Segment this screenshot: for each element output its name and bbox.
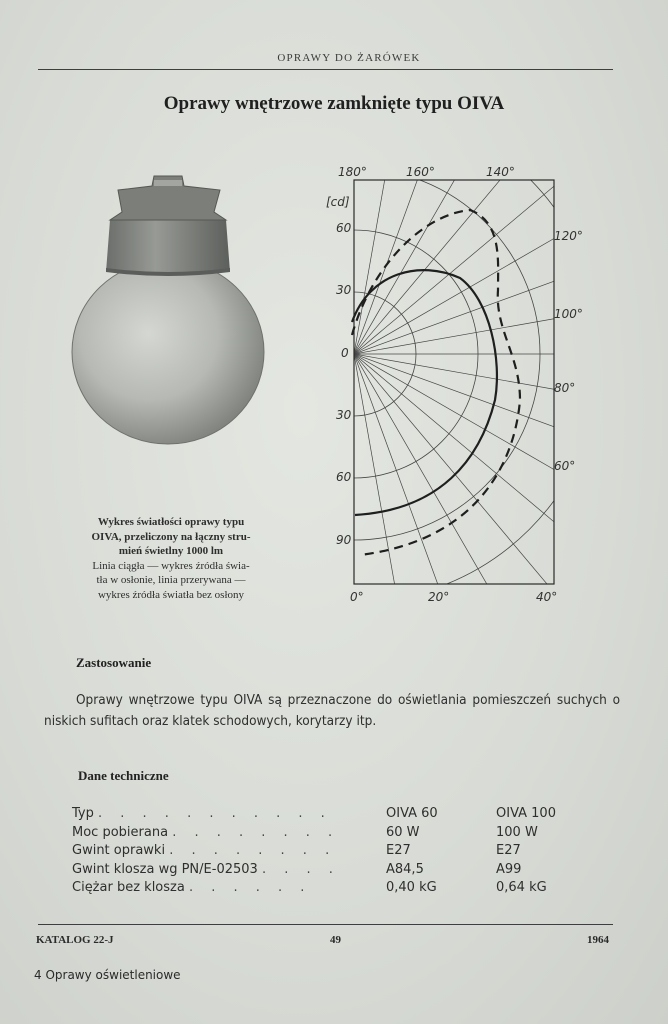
luminous-intensity-diagram <box>326 160 583 605</box>
usage-paragraph: Oprawy wnętrzowe typu OIVA są przeznaczone do oświetlania pomieszczeń suchych o niskich sufitach oraz klatek schodowych, korytarzy itp. <box>44 692 620 729</box>
right-angle-80: 80° <box>554 381 576 395</box>
bottom-angle-0: 0° <box>350 590 364 604</box>
spec-row-type <box>72 806 592 825</box>
top-angle-140: 140° <box>486 165 515 179</box>
spec-leader-dots: . . . . . . . . <box>172 824 340 840</box>
left-value-60: 60 <box>336 221 352 235</box>
page-title: Oprawy wnętrzowe zamknięte typu OIVA <box>163 93 505 114</box>
spec-leader-dots: . . . . <box>261 861 340 877</box>
spec-row-power <box>72 825 592 844</box>
left-value-30b: 30 <box>336 408 352 422</box>
top-angle-160: 160° <box>406 165 435 179</box>
caption-line: mień świetlny 1000 lm <box>118 545 224 557</box>
specs-table <box>72 806 592 899</box>
spec-value-oiva60: E27 <box>386 843 411 858</box>
diagram-caption <box>45 515 297 602</box>
spec-value-oiva100: 100 W <box>496 824 538 840</box>
unit-label: [cd] <box>326 195 350 209</box>
usage-heading: Zastosowanie <box>76 655 152 670</box>
spec-leader-dots: . . . . . . <box>188 880 312 895</box>
spec-value-oiva100: 0,64 kG <box>496 880 547 895</box>
right-angle-60: 60° <box>554 459 576 473</box>
spec-leader-dots: . . . . . . . . <box>169 843 337 858</box>
specs-heading: Dane techniczne <box>78 768 169 783</box>
caption-line: wykres źródła światła bez osłony <box>97 588 244 601</box>
spec-value-oiva60: 60 W <box>386 824 420 840</box>
top-angle-180: 180° <box>338 165 367 179</box>
right-angle-120: 120° <box>554 229 583 243</box>
spec-value-oiva60: OIVA 60 <box>386 806 438 821</box>
footer-year: 1964 <box>587 934 609 946</box>
spec-value-oiva60: A84,5 <box>386 861 424 877</box>
bottom-angle-40: 40° <box>536 590 558 604</box>
plate-note: 4 Oprawy oświetleniowe <box>34 968 181 982</box>
curve-without-shade <box>352 210 520 555</box>
caption-line: Wykres światłości oprawy typu <box>97 516 245 528</box>
spec-row-shade-thread <box>72 862 592 881</box>
oiva-luminaire-illustration <box>70 172 270 447</box>
left-value-90: 90 <box>336 533 352 547</box>
footer-rule <box>38 924 613 925</box>
spec-leader-dots: . . . . . . . . . . . <box>98 806 332 821</box>
header-rule <box>38 69 613 70</box>
spec-label: Moc pobierana <box>72 824 169 840</box>
left-value-60b: 60 <box>336 470 352 484</box>
spec-label: Gwint klosza wg PN/E-02503 <box>72 861 258 877</box>
grid-radial <box>354 354 668 654</box>
grid-radial <box>354 354 668 559</box>
right-angle-100: 100° <box>554 307 583 321</box>
spec-label: Ciężar bez klosza <box>72 880 185 895</box>
spec-label: Typ <box>72 806 94 821</box>
page-number: 49 <box>330 934 341 946</box>
grid-radial <box>354 354 654 874</box>
bottom-angle-20: 20° <box>428 590 450 604</box>
spec-value-oiva100: OIVA 100 <box>496 806 556 821</box>
spec-label: Gwint oprawki <box>72 843 166 858</box>
left-value-30a: 30 <box>336 283 352 297</box>
caption-line: tła w osłonie, linia przerywana — <box>96 574 246 586</box>
spec-value-oiva100: E27 <box>496 843 521 858</box>
spec-row-socket <box>72 843 592 862</box>
footer-catalog: KATALOG 22-J <box>36 934 114 946</box>
curve-with-shade <box>352 270 497 515</box>
caption-line: OIVA, przeliczony na łączny stru- <box>91 530 251 543</box>
caption-line: Linia ciągła — wykres źródła świa- <box>92 559 250 572</box>
running-head: OPRAWY DO ŻARÓWEK <box>277 52 421 64</box>
left-value-0: 0 <box>341 346 349 360</box>
spec-value-oiva100: A99 <box>496 861 522 877</box>
grid-radial <box>354 250 668 354</box>
spec-value-oiva60: 0,40 kG <box>386 880 437 895</box>
spec-row-weight <box>72 880 592 899</box>
